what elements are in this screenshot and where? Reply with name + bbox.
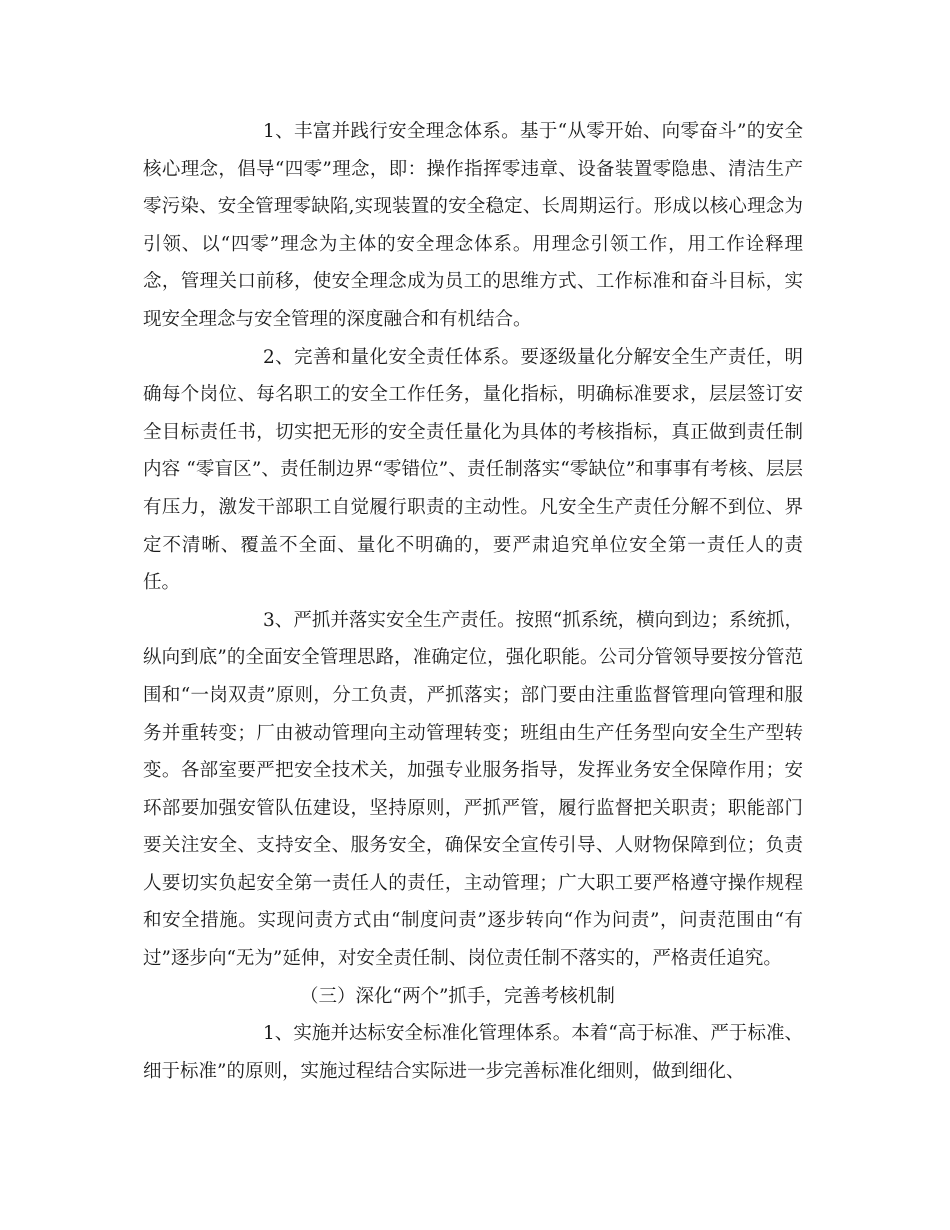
paragraph-responsibility-implementation: 3、严抓并落实安全生产责任。按照“抓系统，横向到边；系统抓，纵向到底”的全面安全管理思路，准确定位，强化职能。公司分管领导要按分管范围和“一岗双责”原则，分工负责，严抓落实；部门要由注重监督管理向管理和服务并重转变；厂由被动管理向主动管理转变；班组由生产任务型向安全生产型转变。各部室要严把安全技术关，加强专业服务指导，发挥业务安全保障作用；安环部要加强安管队伍建设，坚持原则，严抓严管，履行监督把关职责；职能部门要关注安全、支持安全、服务安全，确保安全宣传引导、人财物保障到位；负责人要切实负起安全第一责任人的责任，主动管理；广大职工要严格遵守操作规程和安全措施。实现问责方式由“制度问责”逐步转向“作为问责”，问责范围由“有过”逐步向“无为”延伸，对安全责任制、岗位责任制不落实的，严格责任追究。 xyxy=(143,609,803,970)
paragraph-standardization: 1、实施并达标安全标准化管理体系。本着“高于标准、严于标准、细于标准”的原则，实施过程结合实际进一步完善标准化细则，做到细化、 xyxy=(143,1023,803,1082)
document-body xyxy=(143,113,803,1090)
paragraph-safety-concept: 1、丰富并践行安全理念体系。基于“从零开始、向零奋斗”的安全核心理念，倡导“四零”理念，即：操作指挥零违章、设备装置零隐患、清洁生产零污染、安全管理零缺陷,实现装置的安全稳定、长周期运行。形成以核心理念为引领、以“四零”理念为主体的安全理念体系。用理念引领工作，用工作诠释理念，管理关口前移，使安全理念成为员工的思维方式、工作标准和奋斗目标，实现安全理念与安全管理的深度融合和有机结合。 xyxy=(143,121,803,330)
paragraph-responsibility-system: 2、完善和量化安全责任体系。要逐级量化分解安全生产责任，明确每个岗位、每名职工的安全工作任务，量化指标，明确标准要求，层层签订安全目标责任书，切实把无形的安全责任量化为具体的考核指标，真正做到责任制内容 “零盲区”、责任制边界“零错位”、责任制落实“零缺位”和事事有考核、层层有压力，激发干部职工自觉履行职责的主动性。凡安全生产责任分解不到位、界定不清晰、覆盖不全面、量化不明确的，要严肃追究单位安全第一责任人的责任。 xyxy=(143,346,803,594)
section-heading: （三）深化“两个”抓手，完善考核机制 xyxy=(300,985,615,1007)
